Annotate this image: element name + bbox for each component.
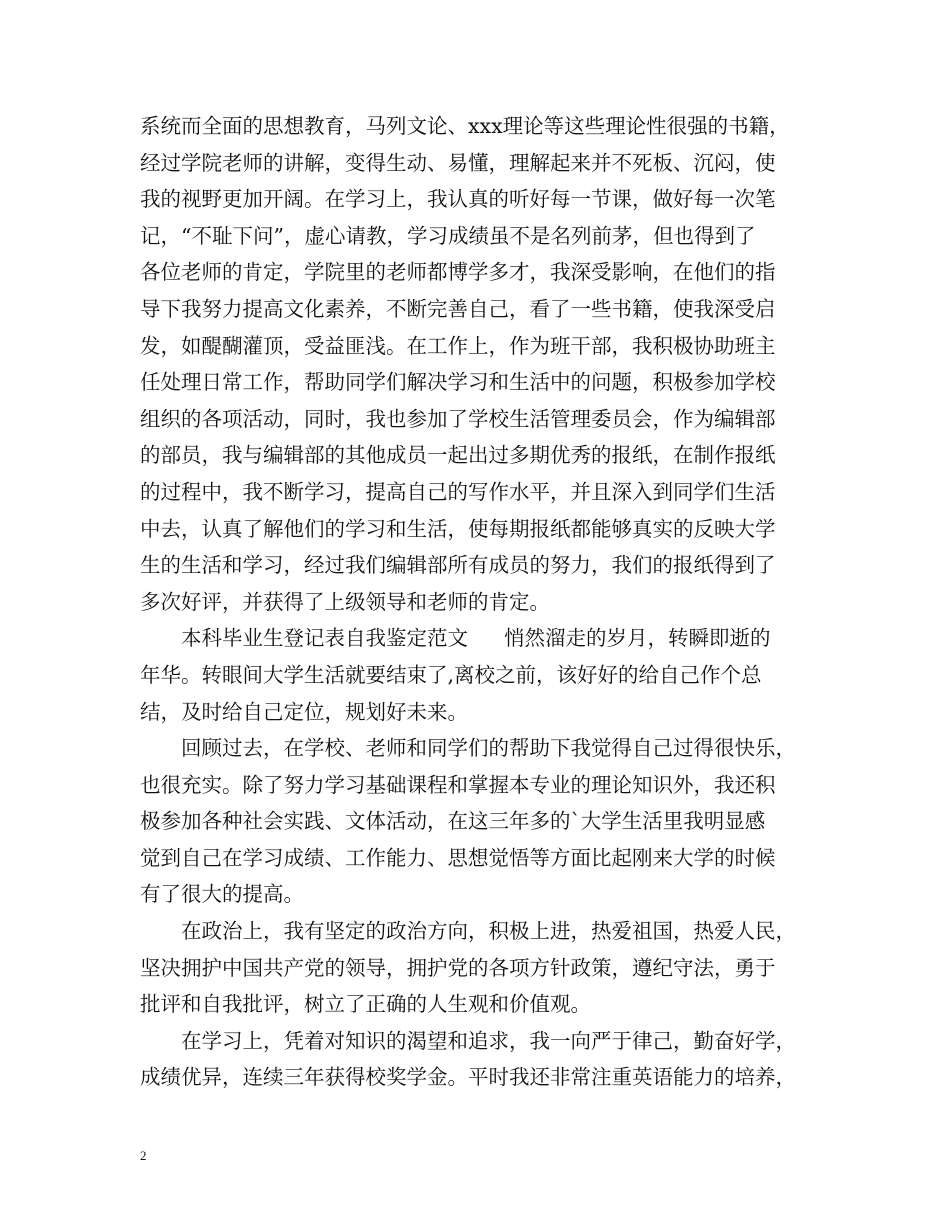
paragraph-2-line-1-text: 悄然溜走的岁月，转瞬即逝的 [504, 626, 771, 651]
page-number: 2 [140, 1148, 147, 1163]
section-heading: 本科毕业生登记表自我鉴定范文 [181, 626, 468, 651]
paragraph-1-line-2: 经过学院老师的讲解，变得生动、易懂，理解起来并不死板、沉闷，使 [140, 150, 776, 175]
paragraph-2-line-3: 结，及时给自己定位，规划好未来。 [140, 699, 468, 724]
paragraph-1-line-7: 发，如醍醐灌顶，受益匪浅。在工作上，作为班干部，我积极协助班主 [140, 333, 776, 358]
paragraph-4-line-3: 批评和自我批评，树立了正确的人生观和价值观。 [140, 992, 591, 1017]
paragraph-1-line-5: 各位老师的肯定，学院里的老师都博学多才，我深受影响，在他们的指 [140, 260, 776, 285]
paragraph-4-line-1: 在政治上，我有坚定的政治方向，积极上进，热爱祖国，热爱人民， [181, 919, 796, 944]
paragraph-1-line-12: 中去，认真了解他们的学习和生活，使每期报纸都能够真实的反映大学 [140, 516, 776, 541]
paragraph-1-line-13: 生的生活和学习，经过我们编辑部所有成员的努力，我们的报纸得到了 [140, 553, 776, 578]
paragraph-4-line-2: 坚决拥护中国共产党的领导，拥护党的各项方针政策，遵纪守法，勇于 [140, 955, 776, 980]
paragraph-1-line-1: 系统而全面的思想教育，马列文论、xxx理论等这些理论性很强的书籍， [140, 114, 790, 138]
paragraph-1-line-3: 我的视野更加开阔。在学习上，我认真的听好每一节课，做好每一次笔 [140, 187, 776, 212]
paragraph-3-line-4: 觉到自己在学习成绩、工作能力、思想觉悟等方面比起刚来大学的时候 [140, 845, 776, 870]
paragraph-3-line-3: 极参加各种社会实践、文体活动，在这三年多的`大学生活里我明显感 [140, 809, 766, 834]
paragraph-1-line-10: 的部员，我与编辑部的其他成员一起出过多期优秀的报纸，在制作报纸 [140, 443, 776, 468]
paragraph-2-line-1 [140, 620, 822, 657]
paragraph-3-line-5: 有了很大的提高。 [140, 882, 304, 907]
paragraph-3-line-2: 也很充实。除了努力学习基础课程和掌握本专业的理论知识外，我还积 [140, 772, 776, 797]
document-body [140, 108, 822, 1096]
paragraph-3-line-1: 回顾过去，在学校、老师和同学们的帮助下我觉得自己过得很快乐， [181, 736, 796, 761]
paragraph-5-line-2: 成绩优异，连续三年获得校奖学金。平时我还非常注重英语能力的培养， [140, 1065, 796, 1090]
paragraph-5-line-1: 在学习上，凭着对知识的渴望和追求，我一向严于律己，勤奋好学， [181, 1028, 796, 1053]
paragraph-1-line-8: 任处理日常工作，帮助同学们解决学习和生活中的问题，积极参加学校 [140, 370, 776, 395]
paragraph-1-line-11: 的过程中，我不断学习，提高自己的写作水平，并且深入到同学们生活 [140, 479, 776, 504]
paragraph-1-line-14: 多次好评，并获得了上级领导和老师的肯定。 [140, 589, 550, 614]
paragraph-1-line-9: 组织的各项活动，同时，我也参加了学校生活管理委员会，作为编辑部 [140, 406, 776, 431]
paragraph-1-line-6: 导下我努力提高文化素养，不断完善自己，看了一些书籍，使我深受启 [140, 296, 776, 321]
paragraph-1-line-4: 记，“不耻下问”，虚心请教，学习成绩虽不是名列前茅，但也得到了 [140, 223, 756, 248]
paragraph-2-line-2: 年华。转眼间大学生活就要结束了,离校之前，该好好的给自己作个总 [140, 662, 762, 687]
